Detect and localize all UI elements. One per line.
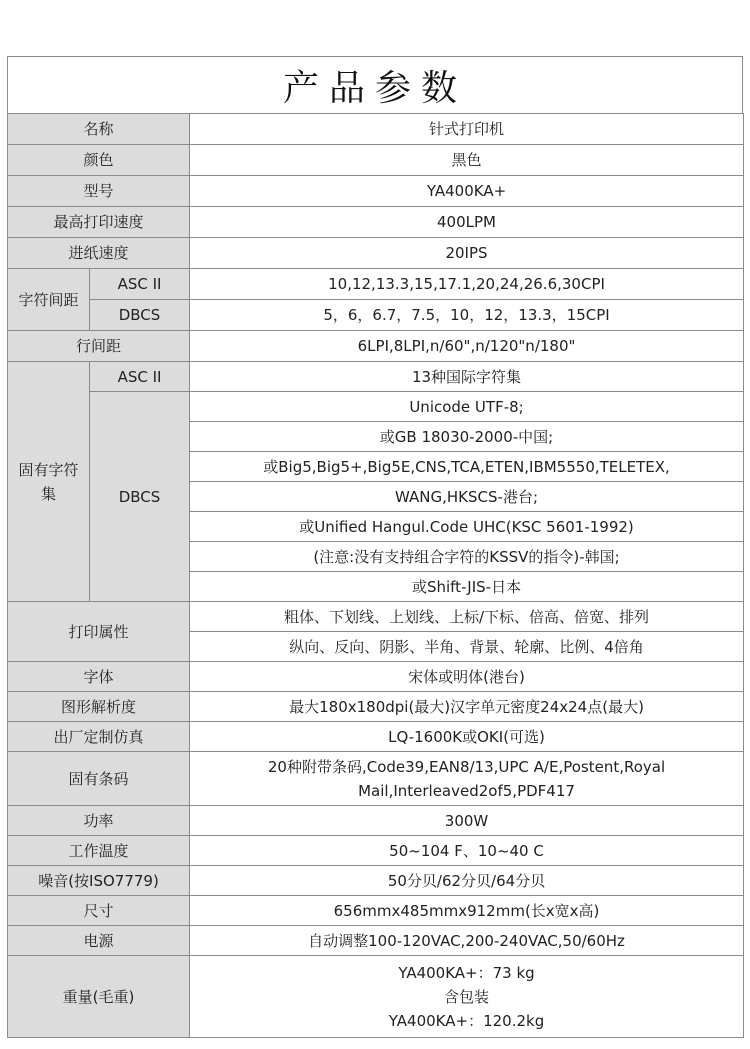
row-value-barcode [190, 752, 744, 806]
weight-line: YA400KA+：73 kg [398, 963, 535, 982]
table-row [8, 176, 744, 207]
row-label-model: 型号 [8, 176, 190, 207]
row-label-font: 字体 [8, 662, 190, 692]
row-value-charset-dbcs: WANG,HKSCS-港台; [190, 482, 744, 512]
charset-label-line2: 集 [40, 484, 56, 503]
row-label-noise: 噪音(按ISO7779) [8, 866, 190, 896]
table-row [8, 145, 744, 176]
sub-label-asc: ASC II [90, 362, 190, 392]
row-label-char-spacing: 字符间距 [8, 269, 90, 331]
table-row [8, 362, 744, 392]
row-value-charset-dbcs: Unicode UTF-8; [190, 392, 744, 422]
row-label-feed-speed: 进纸速度 [8, 238, 190, 269]
row-label-charset [8, 362, 90, 602]
row-value-model: YA400KA+ [190, 176, 744, 207]
row-label-supply: 电源 [8, 926, 190, 956]
charset-label-line1: 固有字符 [18, 460, 79, 479]
row-value-charset-asc: 13种国际字符集 [190, 362, 744, 392]
sub-label-dbcs: DBCS [90, 300, 190, 331]
table-row [8, 662, 744, 692]
weight-line: 含包装 [444, 987, 490, 1006]
row-value-power: 300W [190, 806, 744, 836]
row-value-name: 针式打印机 [190, 114, 744, 145]
table-row [8, 392, 744, 422]
table-row [8, 866, 744, 896]
row-label-barcode: 固有条码 [8, 752, 190, 806]
row-label-size: 尺寸 [8, 896, 190, 926]
row-value-noise: 50分贝/62分贝/64分贝 [190, 866, 744, 896]
row-label-print-attr: 打印属性 [8, 602, 190, 662]
row-value-max-speed: 400LPM [190, 207, 744, 238]
table-row [8, 238, 744, 269]
row-value-weight [190, 956, 744, 1038]
row-value-line-spacing: 6LPI,8LPI,n/60",n/120"n/180" [190, 331, 744, 362]
table-row [8, 602, 744, 632]
sub-label-asc: ASC II [90, 269, 190, 300]
table-row [8, 896, 744, 926]
table-row [8, 269, 744, 300]
row-label-graphic-res: 图形解析度 [8, 692, 190, 722]
spec-sheet [7, 56, 743, 1038]
row-value-char-spacing-dbcs: 5，6，6.7，7.5，10，12，13.3，15CPI [190, 300, 744, 331]
row-value-feed-speed: 20IPS [190, 238, 744, 269]
row-label-power: 功率 [8, 806, 190, 836]
row-value-charset-dbcs: 或GB 18030-2000-中国; [190, 422, 744, 452]
table-row [8, 722, 744, 752]
spec-table [7, 113, 744, 1038]
table-row [8, 956, 744, 1038]
row-value-charset-dbcs: 或Big5,Big5+,Big5E,CNS,TCA,ETEN,IBM5550,TELETEX, [190, 452, 744, 482]
barcode-line: 20种附带条码,Code39,EAN8/13,UPC A/E,Postent,Royal [267, 757, 666, 776]
row-label-color: 颜色 [8, 145, 190, 176]
row-label-line-spacing: 行间距 [8, 331, 190, 362]
row-value-emulation: LQ-1600K或OKI(可选) [190, 722, 744, 752]
table-row [8, 692, 744, 722]
barcode-line: Mail,Interleaved2of5,PDF417 [358, 781, 575, 800]
row-label-emulation: 出厂定制仿真 [8, 722, 190, 752]
sub-label-dbcs: DBCS [90, 392, 190, 602]
table-row [8, 926, 744, 956]
row-label-temp: 工作温度 [8, 836, 190, 866]
row-value-charset-dbcs: 或Unified Hangul.Code UHC(KSC 5601-1992) [190, 512, 744, 542]
row-value-char-spacing-asc: 10,12,13.3,15,17.1,20,24,26.6,30CPI [190, 269, 744, 300]
row-label-name: 名称 [8, 114, 190, 145]
row-value-font: 宋体或明体(港台) [190, 662, 744, 692]
weight-line: YA400KA+：120.2kg [388, 1011, 545, 1030]
table-row [8, 806, 744, 836]
row-value-print-attr: 纵向、反向、阴影、半角、背景、轮廓、比例、4倍角 [190, 632, 744, 662]
page-title: 产品参数 [7, 56, 743, 113]
row-label-weight: 重量(毛重) [8, 956, 190, 1038]
table-row [8, 331, 744, 362]
row-value-temp: 50~104 F、10~40 C [190, 836, 744, 866]
table-row [8, 300, 744, 331]
row-value-size: 656mmx485mmx912mm(长x宽x高) [190, 896, 744, 926]
table-row [8, 114, 744, 145]
table-row [8, 207, 744, 238]
row-value-charset-dbcs: 或Shift-JIS-日本 [190, 572, 744, 602]
row-value-print-attr: 粗体、下划线、上划线、上标/下标、倍高、倍宽、排列 [190, 602, 744, 632]
row-value-graphic-res: 最大180x180dpi(最大)汉字单元密度24x24点(最大) [190, 692, 744, 722]
row-value-color: 黑色 [190, 145, 744, 176]
table-row [8, 836, 744, 866]
row-value-supply: 自动调整100-120VAC,200-240VAC,50/60Hz [190, 926, 744, 956]
row-value-charset-dbcs: (注意:没有支持组合字符的KSSV的指令)-韩国; [190, 542, 744, 572]
table-row [8, 752, 744, 806]
row-label-max-speed: 最高打印速度 [8, 207, 190, 238]
